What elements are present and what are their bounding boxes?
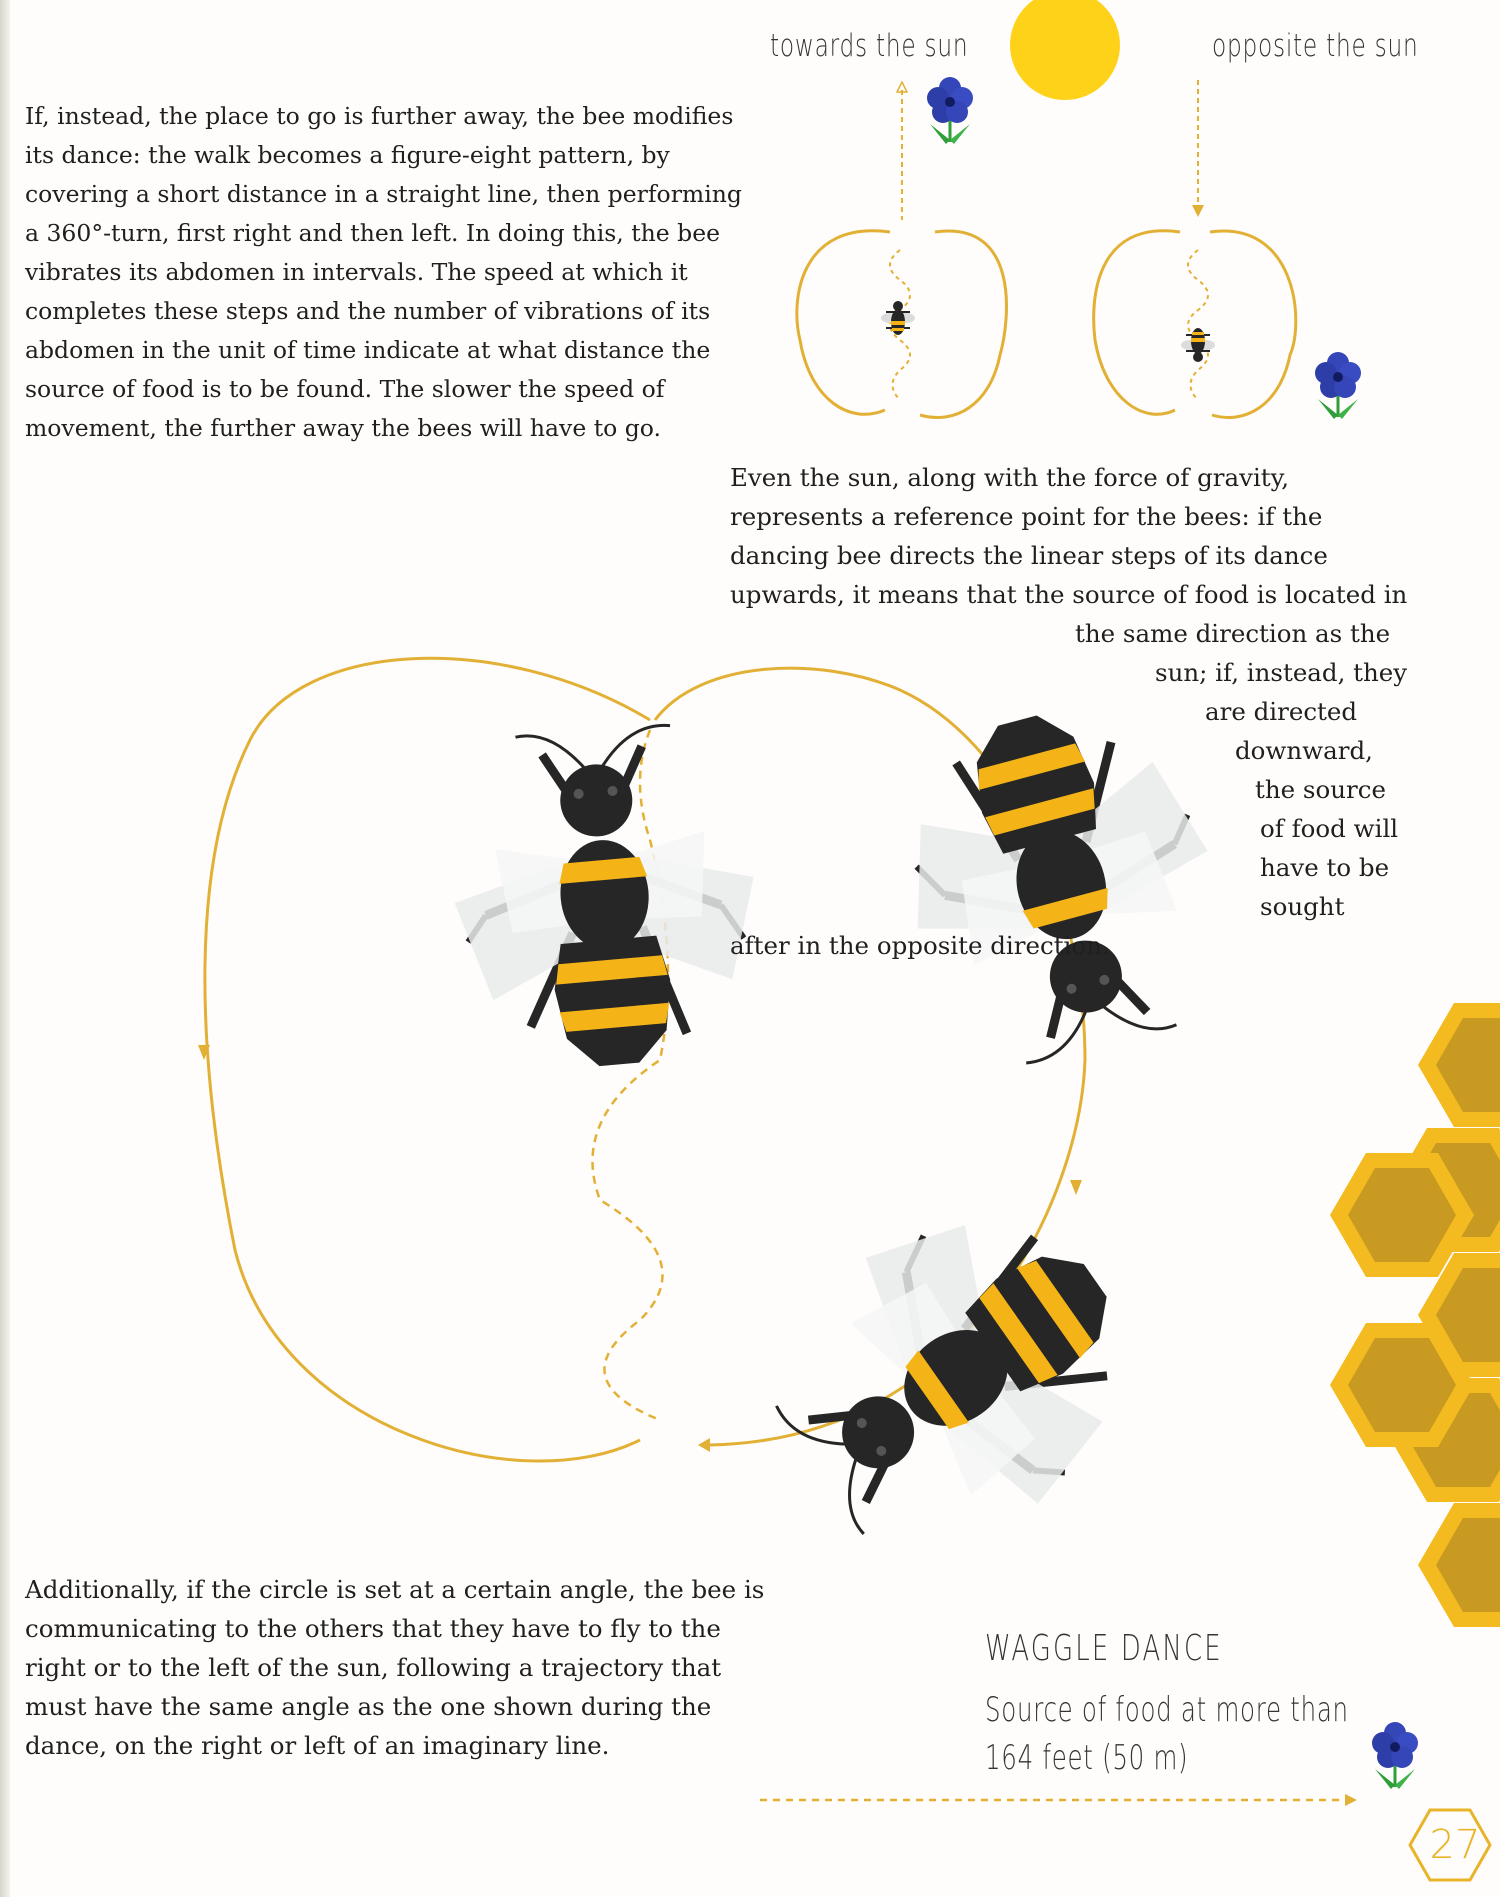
caption-line-1: Source of food at more than [985, 1690, 1349, 1730]
paragraph-angle: Additionally, if the circle is set at a certain angle, the bee is communicating to the others that they have to fly to the right or to the left of the sun, following a trajectory that must have the same angle as the one shown during the dance, on the right or left of an imaginary line. [25, 1575, 765, 1760]
wrap-spacer [730, 887, 1260, 926]
sun-icon [1010, 0, 1120, 100]
sun-gravity-text: Even the sun, along with the force of gravity, represents a reference point for the bees: if the dancing bee directs the linear steps of its dance upwards, it means that the source of food is located in the same direction as the sun; if, instead, they are directed downward, the source of food will have to be sought after in the opposite direction. [730, 463, 1408, 960]
caption-line-2: 164 feet (50 m) [985, 1738, 1189, 1778]
label-towards-sun: towards the sun [770, 28, 969, 64]
label-opposite-sun: opposite the sun [1212, 28, 1419, 64]
paragraph-sun-gravity [730, 458, 1410, 965]
small-dance-diagram-opposite [1094, 80, 1361, 419]
flower-icon [927, 77, 973, 144]
bee-icon [734, 1157, 1181, 1595]
wrap-spacer [730, 653, 1155, 692]
wrap-spacer [730, 692, 1205, 731]
wrap-spacer [730, 809, 1260, 848]
wrap-spacer [730, 848, 1260, 887]
bee-icon [441, 717, 769, 1077]
wrap-spacer [730, 770, 1255, 809]
honeycomb-decoration [1330, 1003, 1500, 1627]
flower-icon [1315, 352, 1361, 419]
wrap-spacer [730, 614, 1075, 653]
paragraph-figure-eight: If, instead, the place to go is further away, the bee modifies its dance: the walk becomes a figure-eight pattern, by covering a short distance in a straight line, then performing a 360°-turn, first right and then left. In doing this, the bee vibrates its abdomen in intervals. The speed at which it completes these steps and the number of vibrations of its abdomen in the unit of time indicate at what distance the source of food is to be found. The slower the speed of movement, the further away the bees will have to go. [25, 102, 742, 442]
page-number: 27 [1429, 1822, 1481, 1868]
caption-title: WAGGLE DANCE [985, 1628, 1223, 1669]
wrap-spacer [730, 731, 1235, 770]
flower-icon [1372, 1722, 1418, 1789]
small-dance-diagram-towards [797, 77, 1007, 418]
